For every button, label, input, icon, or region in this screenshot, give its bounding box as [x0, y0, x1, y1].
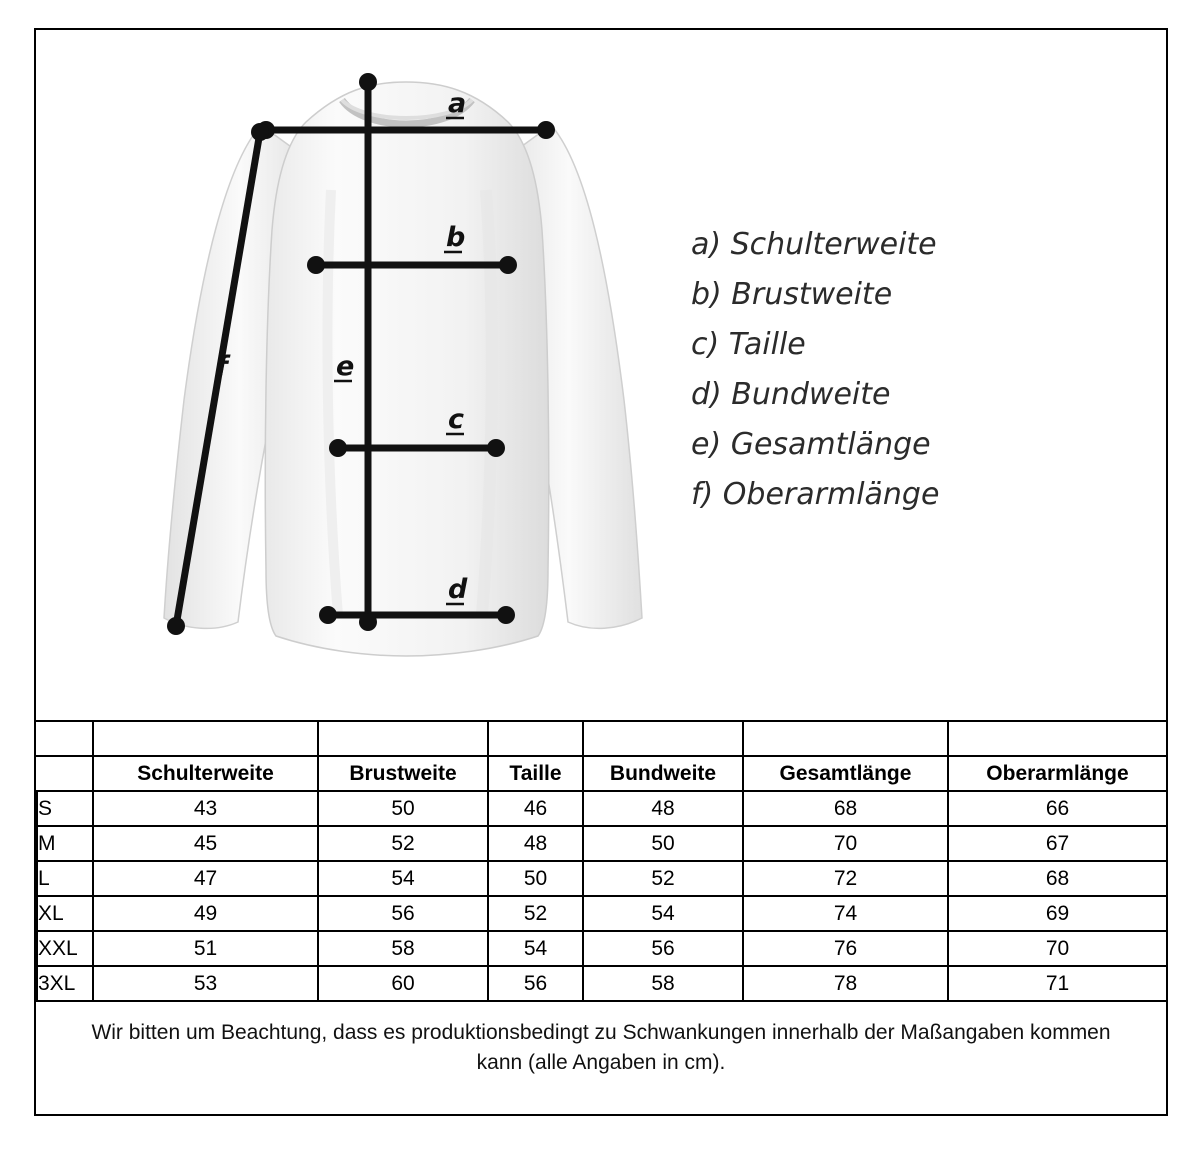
- cell-taille: 46: [487, 790, 582, 825]
- table-row: [36, 825, 1166, 860]
- cell-gesamtlaenge: 76: [742, 930, 947, 965]
- header-size: [36, 755, 92, 790]
- spacer-cell: [742, 720, 947, 755]
- cell-oberarmlaenge: 71: [947, 965, 1166, 1000]
- header-brustweite: Brustweite: [317, 755, 487, 790]
- measure-dot-f-bottom: [167, 617, 185, 635]
- measure-dot-d-right: [497, 606, 515, 624]
- shirt-illustration-area: [36, 30, 1166, 720]
- cell-taille: 56: [487, 965, 582, 1000]
- cell-taille: 48: [487, 825, 582, 860]
- measure-dot-a-right: [537, 121, 555, 139]
- cell-oberarmlaenge: 68: [947, 860, 1166, 895]
- cell-bundweite: 56: [582, 930, 742, 965]
- table-row: [36, 895, 1166, 930]
- label-e: e: [336, 351, 355, 382]
- measure-dot-e-top: [359, 73, 377, 91]
- legend-item-e: e) Gesamtlänge: [691, 427, 931, 462]
- cell-taille: 54: [487, 930, 582, 965]
- legend-item-c: c) Taille: [691, 327, 806, 362]
- measure-dot-f-top: [251, 123, 269, 141]
- row-size: 3XL: [36, 965, 92, 1000]
- spacer-cell: [947, 720, 1166, 755]
- shirt-figure: [156, 70, 676, 670]
- cell-schulterweite: 53: [92, 965, 317, 1000]
- table-row: [36, 860, 1166, 895]
- shirt-body: [265, 82, 549, 656]
- measure-dot-b-right: [499, 256, 517, 274]
- label-d: d: [448, 574, 468, 605]
- label-f: f: [216, 351, 228, 382]
- cell-brustweite: 52: [317, 825, 487, 860]
- cell-schulterweite: 51: [92, 930, 317, 965]
- table-header-row: [36, 755, 1166, 790]
- cell-bundweite: 52: [582, 860, 742, 895]
- chart-frame: [34, 28, 1168, 1116]
- cell-oberarmlaenge: 69: [947, 895, 1166, 930]
- cell-brustweite: 60: [317, 965, 487, 1000]
- cell-schulterweite: 49: [92, 895, 317, 930]
- row-size: L: [36, 860, 92, 895]
- table-row: [36, 930, 1166, 965]
- label-b: b: [446, 222, 466, 253]
- header-schulterweite: Schulterweite: [92, 755, 317, 790]
- row-size: XXL: [36, 930, 92, 965]
- spacer-cell: [317, 720, 487, 755]
- cell-brustweite: 50: [317, 790, 487, 825]
- shirt-drawing: [156, 70, 676, 670]
- footnote: Wir bitten um Beachtung, dass es produktionsbedingt zu Schwankungen innerhalb der Maßangaben kommen kann (alle Angaben in cm).: [36, 1000, 1166, 1096]
- cell-schulterweite: 43: [92, 790, 317, 825]
- cell-bundweite: 48: [582, 790, 742, 825]
- cell-oberarmlaenge: 66: [947, 790, 1166, 825]
- cell-brustweite: 54: [317, 860, 487, 895]
- spacer-cell: [92, 720, 317, 755]
- spacer-cell: [582, 720, 742, 755]
- measure-dot-c-left: [329, 439, 347, 457]
- table-row: [36, 790, 1166, 825]
- row-size: S: [36, 790, 92, 825]
- spacer-cell: [487, 720, 582, 755]
- legend-item-f: f) Oberarmlänge: [691, 477, 940, 512]
- cell-gesamtlaenge: 74: [742, 895, 947, 930]
- label-c: c: [448, 404, 465, 435]
- cell-bundweite: 50: [582, 825, 742, 860]
- label-a: a: [448, 88, 467, 119]
- cell-bundweite: 58: [582, 965, 742, 1000]
- cell-gesamtlaenge: 68: [742, 790, 947, 825]
- legend-item-a: a) Schulterweite: [691, 227, 937, 262]
- legend-item-b: b) Brustweite: [691, 277, 893, 312]
- measure-dot-e-bottom: [359, 613, 377, 631]
- header-oberarmlaenge: Oberarmlänge: [947, 755, 1166, 790]
- cell-bundweite: 54: [582, 895, 742, 930]
- cell-brustweite: 56: [317, 895, 487, 930]
- measure-dot-c-right: [487, 439, 505, 457]
- cell-gesamtlaenge: 72: [742, 860, 947, 895]
- measure-dot-d-left: [319, 606, 337, 624]
- cell-brustweite: 58: [317, 930, 487, 965]
- spacer-cell: [36, 720, 92, 755]
- table-row: [36, 965, 1166, 1000]
- header-taille: Taille: [487, 755, 582, 790]
- header-gesamtlaenge: Gesamtlänge: [742, 755, 947, 790]
- legend-item-d: d) Bundweite: [691, 377, 891, 412]
- cell-schulterweite: 47: [92, 860, 317, 895]
- cell-gesamtlaenge: 78: [742, 965, 947, 1000]
- cell-taille: 52: [487, 895, 582, 930]
- cell-oberarmlaenge: 67: [947, 825, 1166, 860]
- header-bundweite: Bundweite: [582, 755, 742, 790]
- legend-list: [691, 220, 1131, 520]
- row-size: XL: [36, 895, 92, 930]
- row-size: M: [36, 825, 92, 860]
- cell-gesamtlaenge: 70: [742, 825, 947, 860]
- cell-oberarmlaenge: 70: [947, 930, 1166, 965]
- size-table: [36, 720, 1166, 1000]
- cell-schulterweite: 45: [92, 825, 317, 860]
- cell-taille: 50: [487, 860, 582, 895]
- table-spacer-row: [36, 720, 1166, 755]
- measure-dot-b-left: [307, 256, 325, 274]
